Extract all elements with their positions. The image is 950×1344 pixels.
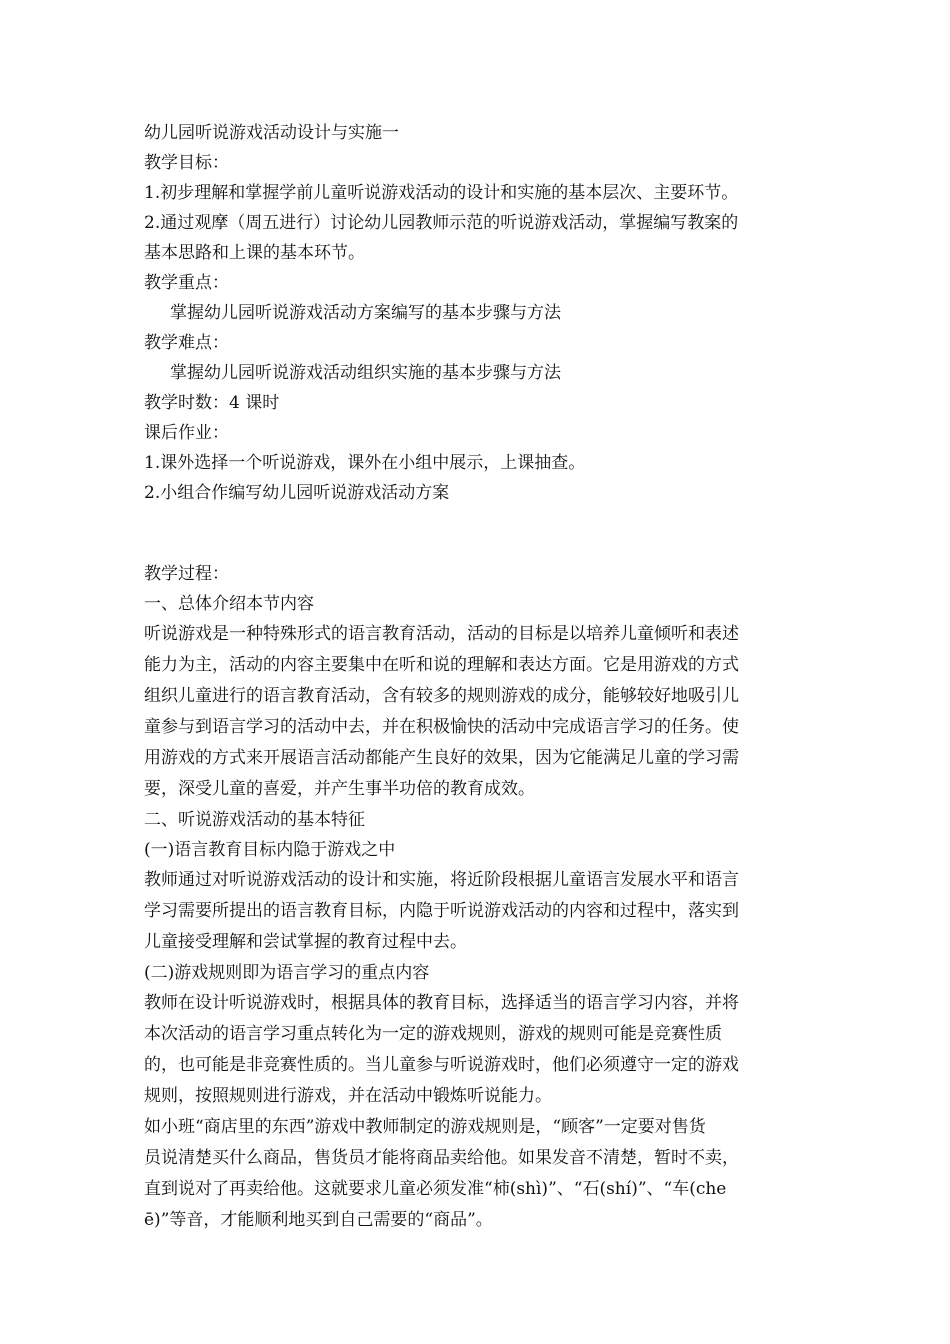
section-1-paragraph [144,619,808,805]
key-points-heading: 教学重点： [144,273,229,293]
homework-item-2: 2.小组合作编写幼儿园听说游戏活动方案 [144,483,450,503]
paragraph-line: 能力为主，活动的内容主要集中在听和说的理解和表达方面。它是用游戏的方式 [144,655,739,675]
objectives-heading: 教学目标： [144,153,229,173]
homework-heading: 课后作业： [144,423,229,443]
subsection-1-heading: (一)语言教育目标内隐于游戏之中 [144,840,396,860]
subsection-2-paragraph [144,988,808,1112]
objective-1: 1.初步理解和掌握学前儿童听说游戏活动的设计和实施的基本层次、主要环节。 [144,183,739,203]
spacer [144,508,808,559]
section-2-heading: 二、听说游戏活动的基本特征 [144,810,365,830]
subsection-2-heading: (二)游戏规则即为语言学习的重点内容 [144,963,430,983]
paragraph-line: 本次活动的语言学习重点转化为一定的游戏规则，游戏的规则可能是竞赛性质 [144,1024,722,1044]
paragraph-line: 儿童接受理解和尝试掌握的教育过程中去。 [144,932,467,952]
difficulty-text: 掌握幼儿园听说游戏活动组织实施的基本步骤与方法 [170,363,561,383]
paragraph-line: 组织儿童进行的语言教育活动，含有较多的规则游戏的成分，能够较好地吸引儿 [144,686,739,706]
paragraph-line: 学习需要所提出的语言教育目标，内隐于听说游戏活动的内容和过程中，落实到 [144,901,739,921]
paragraph-line: 教师通过对听说游戏活动的设计和实施，将近阶段根据儿童语言发展水平和语言 [144,870,739,890]
paragraph-line: 教师在设计听说游戏时，根据具体的教育目标，选择适当的语言学习内容，并将 [144,993,739,1013]
paragraph-line: 的，也可能是非竞赛性质的。当儿童参与听说游戏时，他们必须遵守一定的游戏 [144,1055,739,1075]
paragraph-line: 如小班“商店里的东西”游戏中教师制定的游戏规则是，“顾客”一定要对售货 [144,1117,706,1137]
paragraph-line: ē)”等音，才能顺利地买到自己需要的“商品”。 [144,1210,493,1230]
document-title: 幼儿园听说游戏活动设计与实施一 [144,123,399,143]
document-page [144,118,808,1236]
paragraph-line: 听说游戏是一种特殊形式的语言教育活动，活动的目标是以培养儿童倾听和表述 [144,624,739,644]
difficulty-heading: 教学难点： [144,333,229,353]
process-heading: 教学过程： [144,564,229,584]
section-1-heading: 一、总体介绍本节内容 [144,594,314,614]
subsection-1-paragraph [144,865,808,958]
paragraph-line: 要，深受儿童的喜爱，并产生事半功倍的教育成效。 [144,779,535,799]
objective-2-line-2: 基本思路和上课的基本环节。 [144,243,365,263]
key-points-text: 掌握幼儿园听说游戏活动方案编写的基本步骤与方法 [170,303,561,323]
objective-2-line-1: 2.通过观摩（周五进行）讨论幼儿园教师示范的听说游戏活动，掌握编写教案的 [144,213,739,233]
homework-item-1: 1.课外选择一个听说游戏，课外在小组中展示，上课抽查。 [144,453,586,473]
example-paragraph [144,1112,808,1236]
paragraph-line: 童参与到语言学习的活动中去，并在积极愉快的活动中完成语言学习的任务。使 [144,717,739,737]
paragraph-line: 员说清楚买什么商品，售货员才能将商品卖给他。如果发音不清楚，暂时不卖， [144,1148,739,1168]
paragraph-line: 规则，按照规则进行游戏，并在活动中锻炼听说能力。 [144,1086,552,1106]
teaching-hours: 教学时数：4 课时 [144,393,280,413]
paragraph-line: 用游戏的方式来开展语言活动都能产生良好的效果，因为它能满足儿童的学习需 [144,748,739,768]
paragraph-line: 直到说对了再卖给他。这就要求儿童必须发准“柿(shì)”、“石(shí)”、“车(che [144,1179,727,1199]
